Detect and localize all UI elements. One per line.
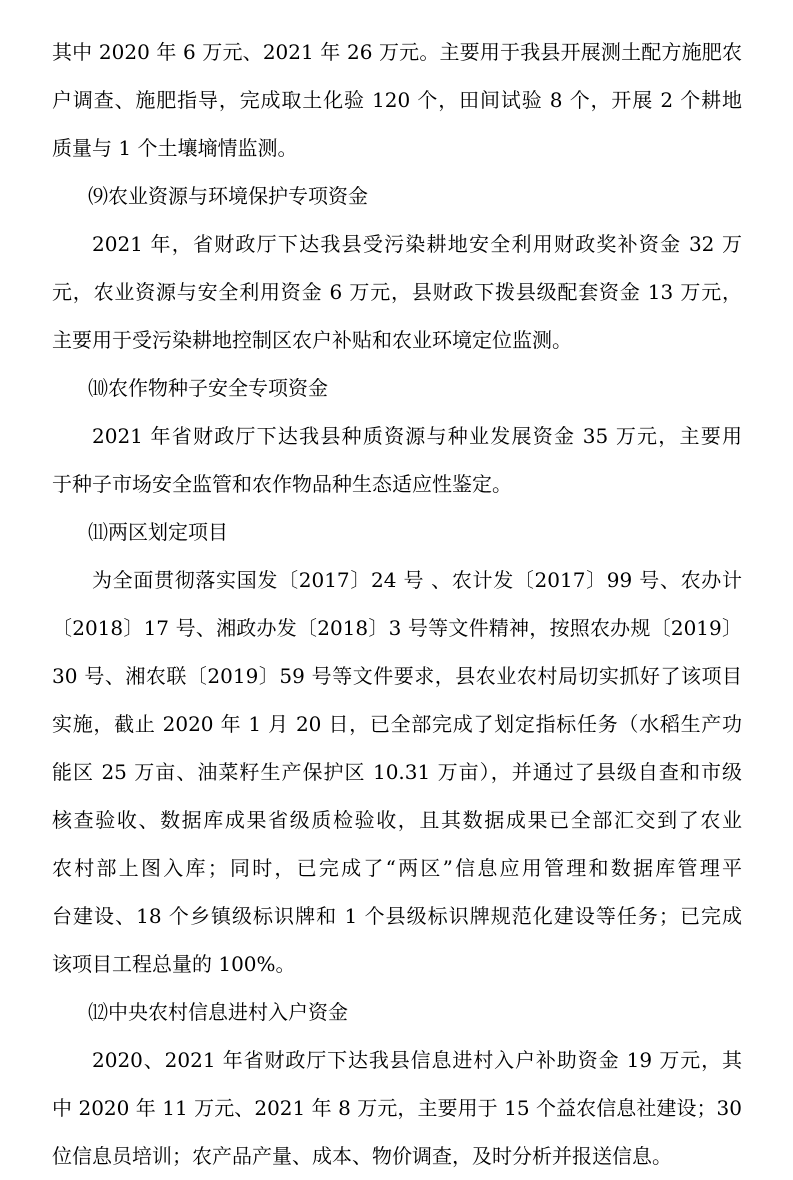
section-heading-12: ⑿中央农村信息进村入户资金 — [88, 1000, 348, 1024]
paragraph-line: 能区 25 万亩、油菜籽生产保护区 10.31 万亩），并通过了县级自查和市级 — [52, 760, 742, 784]
paragraph-line: 台建设、18 个乡镇级标识牌和 1 个县级标识牌规范化建设等任务；已完成 — [52, 904, 742, 928]
paragraph-line: 2020、2021 年省财政厅下达我县信息进村入户补助资金 19 万元，其 — [92, 1048, 742, 1072]
paragraph-line: 2021 年省财政厅下达我县种质资源与种业发展资金 35 万元，主要用 — [92, 424, 742, 448]
paragraph-line: 户调查、施肥指导，完成取土化验 120 个，田间试验 8 个，开展 2 个耕地 — [52, 88, 742, 112]
paragraph-line: 元，农业资源与安全利用资金 6 万元，县财政下拨县级配套资金 13 万元， — [52, 280, 742, 304]
paragraph-line: 30 号、湘农联〔2019〕59 号等文件要求，县农业农村局切实抓好了该项目 — [52, 664, 742, 688]
section-heading-11: ⑾两区划定项目 — [88, 520, 228, 544]
paragraph-line: 中 2020 年 11 万元、2021 年 8 万元，主要用于 15 个益农信息社建设；30 — [52, 1096, 742, 1120]
section-heading-10: ⑽农作物种子安全专项资金 — [88, 376, 328, 400]
paragraph-line: 〔2018〕17 号、湘政办发〔2018〕3 号等文件精神，按照农办规〔2019〕 — [52, 616, 742, 640]
paragraph-line: 质量与 1 个土壤墒情监测。 — [52, 136, 298, 160]
paragraph-line: 实施，截止 2020 年 1 月 20 日，已全部完成了划定指标任务（水稻生产功 — [52, 712, 742, 736]
paragraph-line: 农村部上图入库；同时，已完成了“两区”信息应用管理和数据库管理平 — [52, 856, 742, 880]
section-heading-9: ⑼农业资源与环境保护专项资金 — [88, 184, 368, 208]
document-page — [52, 28, 742, 1180]
paragraph-line: 其中 2020 年 6 万元、2021 年 26 万元。主要用于我县开展测土配方施肥农 — [52, 40, 742, 64]
paragraph-line: 主要用于受污染耕地控制区农户补贴和农业环境定位监测。 — [52, 328, 572, 352]
paragraph-line: 2021 年，省财政厅下达我县受污染耕地安全利用财政奖补资金 32 万 — [92, 232, 742, 256]
paragraph-line: 该项目工程总量的 100%。 — [52, 952, 296, 976]
paragraph-line: 位信息员培训；农产品产量、成本、物价调查，及时分析并报送信息。 — [52, 1144, 672, 1168]
paragraph-line: 为全面贯彻落实国发〔2017〕24 号 、农计发〔2017〕99 号、农办计 — [92, 568, 742, 592]
paragraph-line: 于种子市场安全监管和农作物品种生态适应性鉴定。 — [52, 472, 512, 496]
paragraph-line: 核查验收、数据库成果省级质检验收，且其数据成果已全部汇交到了农业 — [52, 808, 742, 832]
